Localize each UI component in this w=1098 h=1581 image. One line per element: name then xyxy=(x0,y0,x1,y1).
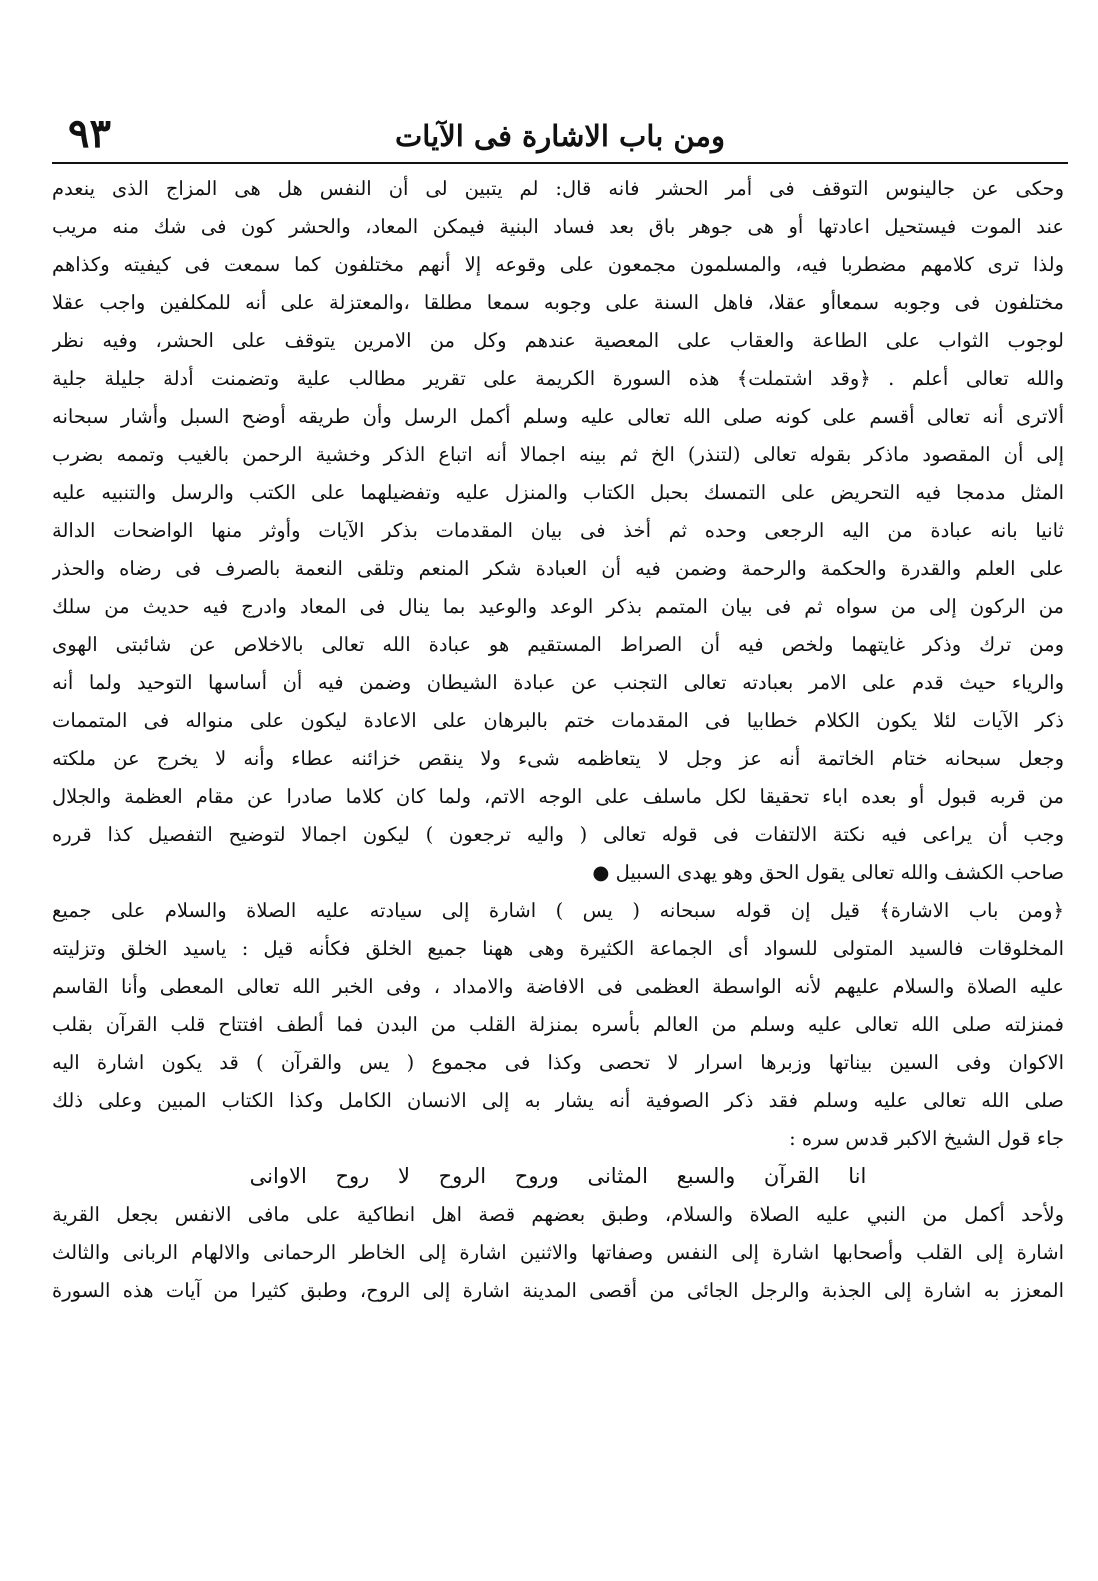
text-line: ألاترى أنه تعالى أقسم على كونه صلى الله تعالى عليه وسلم أكمل الرسل وأن طريقه أوضح السبل وأشار سبحانه xyxy=(52,405,1064,428)
text-line: من قربه قبول أو بعده اباء تحقيقا لكل ماسلف على الوجه الاتم، ولما كان كلاما صادرا عن مقام العظمة والجلال xyxy=(52,785,1064,808)
text-line: اشارة إلى القلب وأصحابها اشارة إلى النفس وصفاتها والاثنين اشارة إلى الخاطر الرحمانى والالهام الربانى والثالث xyxy=(52,1241,1064,1264)
text-line: فمنزلته صلى الله تعالى عليه وسلم من العالم بأسره بمنزلة القلب من البدن فما ألطف افتتاح قلب القرآن بقلب xyxy=(52,1013,1064,1036)
section-heading-line: ﴿ومن باب الاشارة﴾ قيل إن قوله سبحانه ( يس ) اشارة إلى سيادته عليه الصلاة والسلام على جميع xyxy=(52,899,1064,922)
text-line: على العلم والقدرة والحكمة والرحمة وضمن فيه أن العبادة شكر المنعم وتلقى النعمة بالصرف فى رضاه والحذر xyxy=(52,557,1064,580)
text-line: ومن ترك وذكر غايتهما ولخص فيه أن الصراط المستقيم هو عبادة الله تعالى بالاخلاص عن شائبتى الهوى xyxy=(52,633,1064,656)
text-line: إلى أن المقصود ماذكر بقوله تعالى (لتنذر) الخ ثم بينه اجمالا أنه اتباع الذكر وخشية الرحمن بالغيب وتممه بضرب xyxy=(52,443,1064,466)
text-line: عليه الصلاة والسلام عليهم لأنه الواسطة العظمى فى الافاضة والامداد ، وفى الخبر الله تعالى المعطى وأنا القاسم xyxy=(52,975,1064,998)
text-line: وحكى عن جالينوس التوقف فى أمر الحشر فانه قال: لم يتبين لى أن النفس هل هى المزاج الذى ينعدم xyxy=(52,177,1064,200)
page-number: ٩٣ xyxy=(68,110,111,157)
text-line: مختلفون فى وجوبه سمعاأو عقلا، فاهل السنة على وجوبه سمعا مطلقا ،والمعتزلة على أنه للمكلفين واجب عقلا xyxy=(52,291,1064,314)
text-line: المخلوقات فالسيد المتولى للسواد أى الجماعة الكثيرة وهى ههنا جميع الخلق فكأنه قيل : ياسيد الخلق وتزليته xyxy=(52,937,1064,960)
text-line: ذكر الآيات لئلا يكون الكلام خطابيا فى المقدمات ختم بالبرهان على الاعادة ليكون على منواله فى المتممات xyxy=(52,709,1064,732)
text-line: ولذا ترى كلامهم مضطربا فيه، والمسلمون مجمعون على وقوعه إلا أنهم مختلفون كما سمعت فى كيفيته وكذاهم xyxy=(52,253,1064,276)
poem-verse: انا القرآن والسبع المثانى وروح الروح لا روح الاوانى xyxy=(249,1164,867,1188)
text-line: من الركون إلى من سواه ثم فى بيان المتمم بذكر الوعد والوعيد بما ينال فى المعاد وادرج فيه حديث من سلك xyxy=(52,595,1064,618)
text-line: صاحب الكشف والله تعالى يقول الحق وهو يهدى السبيل ● xyxy=(592,861,1064,884)
text-line: وجب أن يراعى فيه نكتة الالتفات فى قوله تعالى ( واليه ترجعون ) ليكون اجمالا لتوضيح التفصيل كذا قرره xyxy=(52,823,1064,846)
text-line: جاء قول الشيخ الاكبر قدس سره : xyxy=(789,1127,1064,1150)
text-line: المثل مدمجا فيه التحريض على التمسك بحبل الكتاب والمنزل عليه وتفضيلهما على الكتب والرسل والتنبيه عليه xyxy=(52,481,1064,504)
text-line: ثانيا بانه عبادة من اليه الرجعى وحده ثم أخذ فى بيان المقدمات بذكر الآيات وأوثر منها الواضحات الدالة xyxy=(52,519,1064,542)
text-line: الاكوان وفى السين بيناتها وزبرها اسرار لا تحصى وكذا فى مجموع ( يس والقرآن ) قد يكون اشارة اليه xyxy=(52,1051,1064,1074)
running-title: ومن باب الاشارة فى الآيات xyxy=(395,119,725,153)
text-line: عند الموت فيستحيل اعادتها أو هى جوهر باق بعد فساد البنية فيمكن المعاد، والحشر كون فى شك منه مريب xyxy=(52,215,1064,238)
text-line: المعزز به اشارة إلى الجذبة والرجل الجائى من أقصى المدينة اشارة إلى الروح، وطبق كثيرا من آيات هذه السورة xyxy=(52,1279,1064,1302)
text-line: والرياء حيث قدم على الامر بعبادته تعالى التجنب عن عبادة الشيطان وضمن فيه أن أساسها التوحيد ولما أنه xyxy=(52,671,1064,694)
text-line: صلى الله تعالى عليه وسلم فقد ذكر الصوفية أنه يشار به إلى الانسان الكامل وكذا الكتاب المبين وعلى ذلك xyxy=(52,1089,1064,1112)
text-line: لوجوب الثواب على الطاعة والعقاب على المعصية عندهم وكل من الامرين يتوقف على الحشر، وفيه نظر xyxy=(52,329,1064,352)
text-line: وجعل سبحانه ختام الخاتمة أنه عز وجل لا يتعاظمه شىء ولا ينقص خزائنه عطاء وأنه لا يخرج عن ملكته xyxy=(52,747,1064,770)
page-header xyxy=(52,108,1068,164)
text-line: والله تعالى أعلم . ﴿وقد اشتملت﴾ هذه السورة الكريمة على تقرير مطالب علية وتضمنت أدلة جليلة جلية xyxy=(52,367,1064,390)
text-line: ولأحد أكمل من النبي عليه الصلاة والسلام، وطبق بعضهم قصة اهل انطاكية على مافى الانفس بجعل القرية xyxy=(52,1203,1064,1226)
